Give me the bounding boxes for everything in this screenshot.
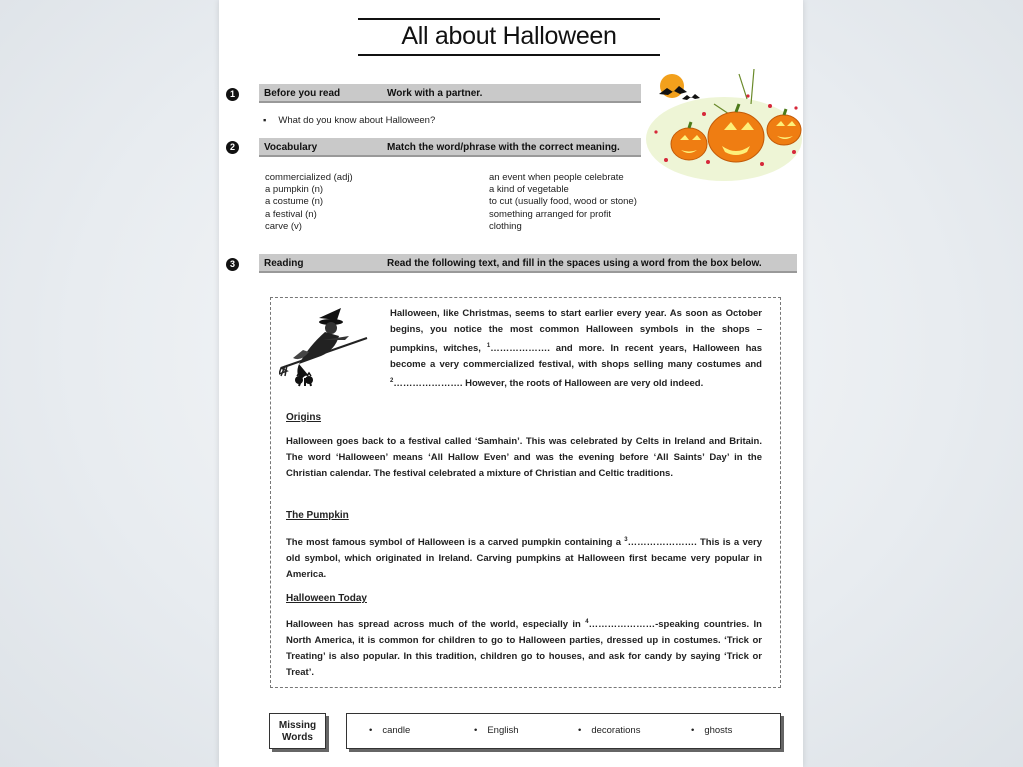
pumpkin-text-a: The most famous symbol of Halloween is a carved pumpkin containing a bbox=[286, 537, 625, 549]
section-3-instruction: Read the following text, and fill in the spaces using a word from the box below. bbox=[387, 258, 762, 269]
today-heading: Halloween Today bbox=[286, 593, 367, 604]
missing-word: • English bbox=[474, 725, 519, 736]
missing-word: • decorations bbox=[578, 725, 640, 736]
section-1-heading: Before you read bbox=[264, 88, 341, 99]
vocab-meaning: something arranged for profit bbox=[489, 208, 611, 220]
intro-text-c: …………………. However, the roots of Halloween are very old indeed. bbox=[393, 378, 704, 390]
missing-words-label bbox=[269, 713, 326, 749]
before-read-question: ▪ What do you know about Halloween? bbox=[263, 115, 436, 126]
vocab-word: commercialized (adj) bbox=[265, 172, 353, 183]
missing-label-line1: Missing bbox=[278, 720, 317, 731]
gap-number-4: 4 bbox=[585, 619, 589, 625]
vocab-word: a costume (n) bbox=[265, 196, 324, 208]
pumpkins-illustration bbox=[644, 64, 803, 184]
pumpkin-heading: The Pumpkin bbox=[286, 510, 349, 521]
today-text-a: Halloween has spread across much of the world, especially in bbox=[286, 619, 586, 631]
missing-word: • candle bbox=[369, 725, 410, 736]
title-rule-bottom bbox=[358, 54, 660, 56]
pumpkin-paragraph bbox=[286, 532, 762, 583]
today-text-b: …………………-speaking countries. In North America, it is common for children to go to Halloween parties, dressed up in costumes. ‘Trick or Treating’ is also popular. In this tradition, children go to houses, and ask for candy by saying ‘Trick or Treat’. bbox=[286, 619, 762, 679]
origins-heading: Origins bbox=[286, 412, 322, 423]
gap-number-3: 3 bbox=[624, 537, 628, 543]
section-2-bar bbox=[259, 138, 641, 157]
section-3-heading: Reading bbox=[264, 258, 304, 269]
intro-paragraph bbox=[390, 306, 762, 392]
page-title: All about Halloween bbox=[401, 22, 617, 50]
section-1-number: 1 bbox=[226, 88, 239, 101]
vocab-meaning: clothing bbox=[489, 220, 522, 232]
vocab-word: a festival (n) bbox=[265, 208, 317, 220]
intro-text-a: Halloween, like Christmas, seems to start earlier every year. As soon as October begins, you notice the most common Halloween symbols in the shops – pumpkins, witches, bbox=[390, 308, 762, 355]
question-text: What do you know about Halloween? bbox=[278, 115, 436, 126]
reading-box bbox=[270, 297, 781, 688]
gap-number-1: 1 bbox=[486, 343, 491, 349]
section-1-instruction: Work with a partner. bbox=[387, 88, 483, 99]
vocabulary-words bbox=[265, 172, 353, 233]
vocab-word: carve (v) bbox=[265, 220, 302, 232]
gap-number-2: 2 bbox=[390, 378, 394, 385]
section-2-instruction: Match the word/phrase with the correct meaning. bbox=[387, 142, 620, 153]
origins-paragraph: Halloween goes back to a festival called ‘Samhain’. This was celebrated by Celts in Ireland and Britain. The word ‘Halloween’ means ‘All Hallow Even’ and was the evening before ‘All Saints’ Day’ in the Christian calendar. The festival celebrated a mixture of Christian and Celtic traditions. bbox=[286, 436, 762, 479]
section-2-number: 2 bbox=[226, 141, 239, 154]
missing-label-line2: Words bbox=[282, 732, 313, 743]
intro-text-b: ………………. and more. In recent years, Halloween has become a very commercialized festival, with shops selling many costumes and bbox=[390, 343, 762, 371]
title-rule-top bbox=[358, 18, 660, 20]
vocab-meaning: a kind of vegetable bbox=[489, 184, 569, 196]
section-3-number: 3 bbox=[226, 258, 239, 271]
vocabulary-meanings bbox=[489, 172, 637, 233]
section-3-bar bbox=[259, 254, 797, 273]
missing-words-box bbox=[346, 713, 781, 749]
worksheet-page bbox=[219, 0, 803, 767]
vocab-meaning: to cut (usually food, wood or stone) bbox=[489, 196, 637, 208]
vocab-meaning: an event when people celebrate bbox=[489, 172, 624, 183]
section-2-heading: Vocabulary bbox=[264, 142, 318, 153]
witch-illustration bbox=[279, 306, 371, 396]
section-1-bar bbox=[259, 84, 641, 103]
missing-word: • ghosts bbox=[691, 725, 732, 736]
vocab-word: a pumpkin (n) bbox=[265, 184, 324, 196]
pumpkin-text-b: …………………. This is a very old symbol, which originated in Ireland. Carving pumpkins at Halloween first became very popular in America. bbox=[286, 537, 762, 581]
today-paragraph bbox=[286, 614, 762, 681]
